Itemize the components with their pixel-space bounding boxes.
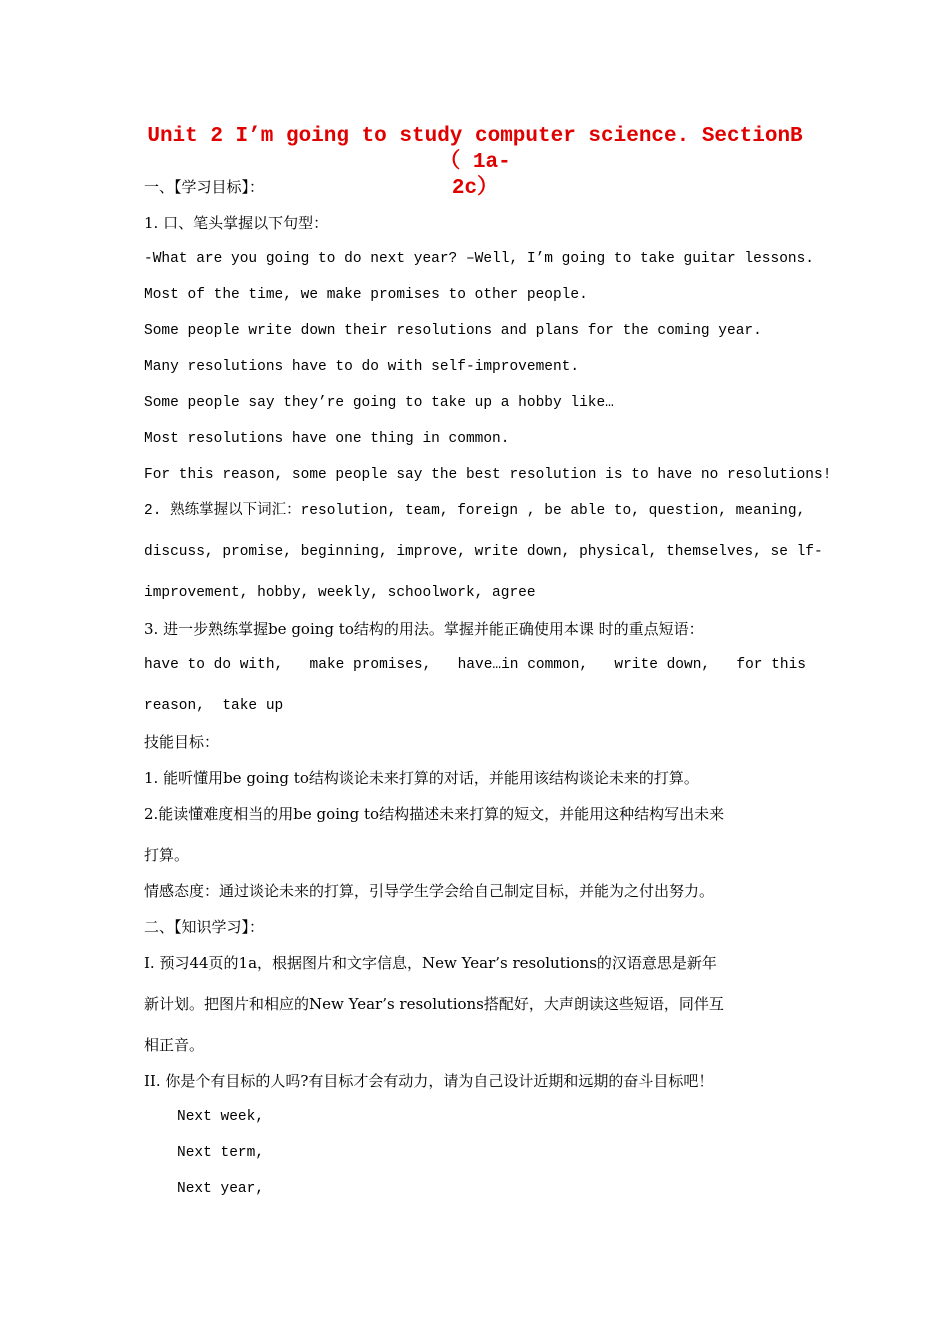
part1-line-3: 相正音。: [144, 1036, 205, 1054]
skill-2-line-2: 打算。: [144, 846, 190, 864]
skill-2-line-1: 2.能读懂难度相当的用be going to结构描述未来打算的短文，并能用这种结构写出未来: [144, 805, 725, 823]
part1-line-1: I. 预习44页的1a，根据图片和文字信息，New Year’s resolutions的汉语意思是新年: [144, 954, 717, 972]
vocab-line-2: discuss, promise, beginning, improve, write down, physical, themselves, se lf-: [144, 544, 823, 560]
title-line-2: 2c）: [451, 177, 499, 200]
goal-next-term: Next term,: [177, 1145, 265, 1161]
item3-line-1: 3. 进一步熟练掌握be going to结构的用法。掌握并能正确使用本课 时的重点短语：: [144, 620, 704, 638]
phrases-line-1: [144, 655, 806, 675]
skill-1: 1. 能听懂用be going to结构谈论未来打算的对话，并能用该结构谈论未来的打算。: [144, 769, 699, 787]
phrase: have…in common,: [457, 657, 589, 673]
section1-heading: 一、【学习目标】：: [144, 178, 265, 196]
phrase: make promises,: [309, 657, 432, 673]
part2-heading: II. 你是个有目标的人吗?有目标才会有动力，请为自己设计近期和远期的奋斗目标吧！: [144, 1072, 714, 1090]
vocab-line-1: 2. 熟练掌握以下词汇：resolution, team, foreign , be able to, question, meaning,: [144, 503, 806, 519]
part1-line-2: 新计划。把图片和相应的New Year’s resolutions搭配好，大声朗读这些短语，同伴互: [144, 995, 724, 1013]
phrases-line-2: reason, take up: [144, 698, 284, 714]
phrase: have to do with,: [144, 657, 284, 673]
goal-next-week: Next week,: [177, 1109, 265, 1125]
vocab-line-3: improvement, hobby, weekly, schoolwork, agree: [144, 585, 536, 601]
sentence-7: For this reason, some people say the best resolution is to have no resolutions!: [144, 467, 832, 483]
sentence-6: Most resolutions have one thing in common.: [144, 431, 510, 447]
item1-heading: 1. 口、笔头掌握以下句型：: [144, 214, 329, 232]
sentence-2: Most of the time, we make promises to other people.: [144, 287, 588, 303]
sentence-1: -What are you going to do next year? –Well, I’m going to take guitar lessons.: [144, 251, 815, 267]
goal-next-year: Next year,: [177, 1181, 265, 1197]
title-line-1: Unit 2 I’m going to study computer science. SectionB（ 1a-: [147, 125, 803, 174]
emotion-goal: 情感态度：通过谈论未来的打算，引导学生学会给自己制定目标，并能为之付出努力。: [144, 882, 715, 900]
section2-heading: 二、【知识学习】：: [144, 918, 265, 936]
sentence-3: Some people write down their resolutions and plans for the coming year.: [144, 323, 762, 339]
phrase: for this: [736, 657, 806, 673]
phrase: write down,: [614, 657, 711, 673]
sentence-5: Some people say they’re going to take up a hobby like…: [144, 395, 614, 411]
sentence-4: Many resolutions have to do with self-improvement.: [144, 359, 580, 375]
skill-heading: 技能目标：: [144, 733, 220, 751]
